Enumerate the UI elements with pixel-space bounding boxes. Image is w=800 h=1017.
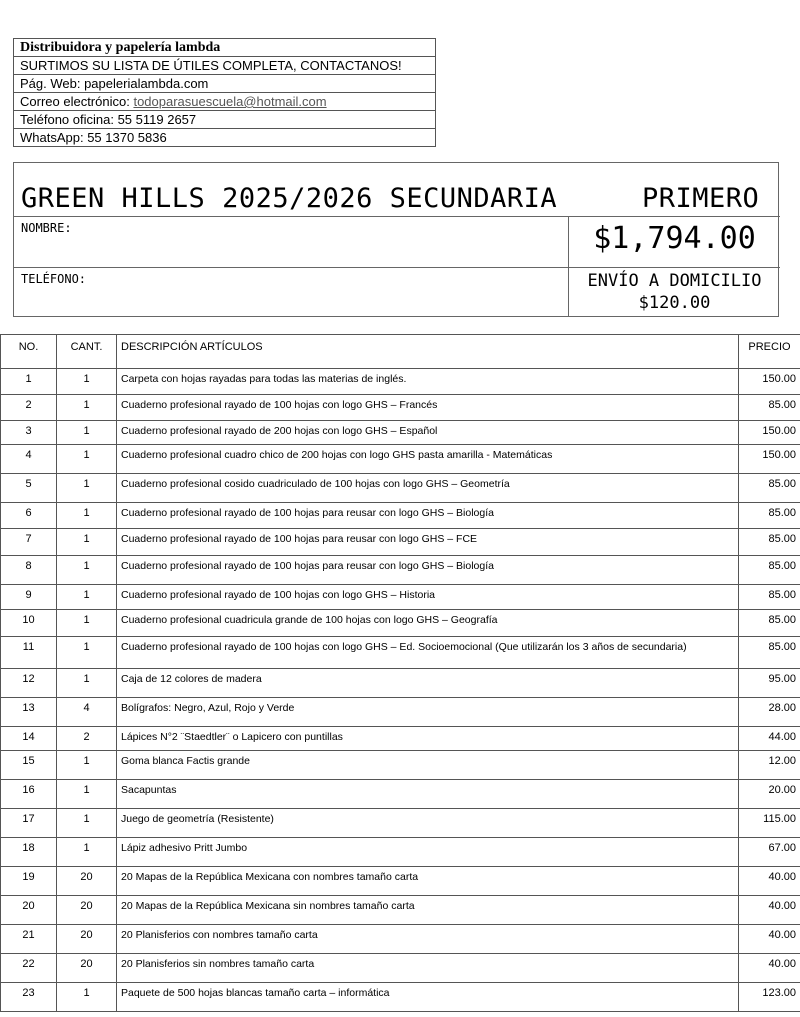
row-number: 8: [1, 556, 57, 585]
row-number: 23: [1, 983, 57, 1012]
items-table: [0, 334, 800, 1012]
store-whatsapp: 55 1370 5836: [87, 130, 167, 145]
row-description: Cuaderno profesional rayado de 100 hojas con logo GHS – Ed. Socioemocional (Que utilizarán los 3 años de secundaria): [117, 637, 739, 669]
row-quantity: 20: [57, 954, 117, 983]
title-row: [14, 163, 780, 217]
col-header-no: NO.: [1, 335, 57, 369]
store-email-label: Correo electrónico:: [20, 94, 134, 109]
table-row: [1, 780, 800, 809]
row-price: 85.00: [739, 529, 800, 556]
row-price: 85.00: [739, 474, 800, 503]
row-price: 115.00: [739, 809, 800, 838]
table-row: [1, 727, 800, 751]
row-number: 15: [1, 751, 57, 780]
row-description: Cuaderno profesional rayado de 200 hojas con logo GHS – Español: [117, 421, 739, 445]
row-number: 3: [1, 421, 57, 445]
shipping-price: $120.00: [638, 293, 711, 313]
row-description: Juego de geometría (Resistente): [117, 809, 739, 838]
shipping-box: [569, 268, 780, 317]
row-quantity: 1: [57, 780, 117, 809]
list-title: GREEN HILLS 2025/2026 SECUNDARIA: [21, 183, 558, 214]
col-header-qty: CANT.: [57, 335, 117, 369]
row-price: 95.00: [739, 669, 800, 698]
row-quantity: 1: [57, 809, 117, 838]
row-price: 85.00: [739, 610, 800, 637]
row-description: Paquete de 500 hojas blancas tamaño carta – informática: [117, 983, 739, 1012]
row-price: 20.00: [739, 780, 800, 809]
phone-field[interactable]: [14, 268, 569, 317]
row-number: 2: [1, 395, 57, 421]
store-email-row: [14, 93, 436, 111]
table-row: [1, 529, 800, 556]
row-number: 7: [1, 529, 57, 556]
store-slogan: SURTIMOS SU LISTA DE ÚTILES COMPLETA, CONTACTANOS!: [14, 57, 436, 75]
row-price: 85.00: [739, 585, 800, 610]
row-description: Cuaderno profesional cosido cuadriculado de 100 hojas con logo GHS – Geometría: [117, 474, 739, 503]
store-name: Distribuidora y papelería lambda: [14, 39, 436, 57]
store-web-label: Pág. Web:: [20, 76, 85, 91]
row-description: Cuaderno profesional rayado de 100 hojas con logo GHS – Historia: [117, 585, 739, 610]
row-description: Bolígrafos: Negro, Azul, Rojo y Verde: [117, 698, 739, 727]
row-description: 20 Mapas de la República Mexicana sin nombres tamaño carta: [117, 896, 739, 925]
table-row: [1, 983, 800, 1012]
row-quantity: 20: [57, 867, 117, 896]
row-number: 6: [1, 503, 57, 529]
row-price: 40.00: [739, 925, 800, 954]
table-row: [1, 445, 800, 474]
grade-title: PRIMERO: [642, 183, 760, 214]
row-number: 21: [1, 925, 57, 954]
row-description: Sacapuntas: [117, 780, 739, 809]
total-price: $1,794.00: [593, 221, 756, 256]
store-whatsapp-row: [14, 129, 436, 147]
row-price: 85.00: [739, 395, 800, 421]
table-row: [1, 925, 800, 954]
shipping-label: ENVÍO A DOMICILIO: [587, 271, 762, 291]
row-description: Cuaderno profesional rayado de 100 hojas para reusar con logo GHS – FCE: [117, 529, 739, 556]
table-row: [1, 474, 800, 503]
row-number: 4: [1, 445, 57, 474]
table-row: [1, 637, 800, 669]
row-number: 16: [1, 780, 57, 809]
name-label: NOMBRE:: [21, 221, 72, 235]
row-price: 40.00: [739, 867, 800, 896]
row-quantity: 1: [57, 637, 117, 669]
table-row: [1, 896, 800, 925]
row-number: 17: [1, 809, 57, 838]
table-row: [1, 421, 800, 445]
table-row: [1, 867, 800, 896]
row-quantity: 1: [57, 421, 117, 445]
store-whatsapp-label: WhatsApp:: [20, 130, 88, 145]
row-number: 10: [1, 610, 57, 637]
row-price: 40.00: [739, 954, 800, 983]
row-description: Lápiz adhesivo Pritt Jumbo: [117, 838, 739, 867]
row-quantity: 20: [57, 896, 117, 925]
row-quantity: 1: [57, 369, 117, 395]
table-row: [1, 369, 800, 395]
table-body: [1, 369, 800, 1012]
row-quantity: 1: [57, 838, 117, 867]
row-number: 5: [1, 474, 57, 503]
row-description: 20 Planisferios con nombres tamaño carta: [117, 925, 739, 954]
table-row: [1, 838, 800, 867]
store-web-row: [14, 75, 436, 93]
row-description: Cuaderno profesional cuadro chico de 200 hojas con logo GHS pasta amarilla - Matemáticas: [117, 445, 739, 474]
row-quantity: 1: [57, 395, 117, 421]
row-quantity: 1: [57, 445, 117, 474]
name-field[interactable]: [14, 217, 569, 268]
row-number: 19: [1, 867, 57, 896]
row-quantity: 1: [57, 474, 117, 503]
row-price: 123.00: [739, 983, 800, 1012]
row-price: 85.00: [739, 637, 800, 669]
row-number: 9: [1, 585, 57, 610]
row-description: Cuaderno profesional cuadricula grande de 100 hojas con logo GHS – Geografía: [117, 610, 739, 637]
phone-label: TELÉFONO:: [21, 272, 87, 286]
row-price: 150.00: [739, 369, 800, 395]
row-number: 1: [1, 369, 57, 395]
table-row: [1, 698, 800, 727]
store-phone-row: [14, 111, 436, 129]
row-description: Carpeta con hojas rayadas para todas las materias de inglés.: [117, 369, 739, 395]
row-price: 44.00: [739, 727, 800, 751]
row-quantity: 1: [57, 503, 117, 529]
row-description: 20 Mapas de la República Mexicana con nombres tamaño carta: [117, 867, 739, 896]
row-description: Cuaderno profesional rayado de 100 hojas para reusar con logo GHS – Biología: [117, 503, 739, 529]
row-price: 85.00: [739, 556, 800, 585]
table-row: [1, 395, 800, 421]
row-price: 150.00: [739, 421, 800, 445]
row-quantity: 1: [57, 610, 117, 637]
table-row: [1, 610, 800, 637]
store-phone-label: Teléfono oficina:: [20, 112, 118, 127]
row-number: 20: [1, 896, 57, 925]
row-description: Lápices N°2 ¨Staedtler¨ o Lapicero con puntillas: [117, 727, 739, 751]
row-price: 85.00: [739, 503, 800, 529]
table-row: [1, 585, 800, 610]
store-phone: 55 5119 2657: [117, 112, 197, 127]
row-quantity: 1: [57, 751, 117, 780]
row-quantity: 20: [57, 925, 117, 954]
row-price: 67.00: [739, 838, 800, 867]
table-row: [1, 556, 800, 585]
order-header: [13, 162, 779, 317]
row-description: Cuaderno profesional rayado de 100 hojas para reusar con logo GHS – Biología: [117, 556, 739, 585]
row-number: 13: [1, 698, 57, 727]
col-header-description: DESCRIPCIÓN ARTÍCULOS: [117, 335, 739, 369]
row-quantity: 1: [57, 529, 117, 556]
store-contact-box: [13, 38, 436, 147]
row-quantity: 1: [57, 669, 117, 698]
store-web: papelerialambda.com: [84, 76, 209, 91]
table-row: [1, 669, 800, 698]
row-number: 12: [1, 669, 57, 698]
store-email-link[interactable]: todoparasuescuela@hotmail.com: [133, 94, 327, 109]
row-description: Goma blanca Factis grande: [117, 751, 739, 780]
row-number: 14: [1, 727, 57, 751]
row-number: 18: [1, 838, 57, 867]
table-row: [1, 751, 800, 780]
col-header-price: PRECIO: [739, 335, 800, 369]
row-quantity: 1: [57, 585, 117, 610]
row-number: 22: [1, 954, 57, 983]
row-price: 28.00: [739, 698, 800, 727]
row-price: 12.00: [739, 751, 800, 780]
row-quantity: 1: [57, 983, 117, 1012]
row-description: Caja de 12 colores de madera: [117, 669, 739, 698]
row-price: 40.00: [739, 896, 800, 925]
row-quantity: 4: [57, 698, 117, 727]
row-number: 11: [1, 637, 57, 669]
total-price-box: [569, 217, 780, 268]
table-header-row: [1, 335, 800, 369]
table-row: [1, 954, 800, 983]
row-description: Cuaderno profesional rayado de 100 hojas con logo GHS – Francés: [117, 395, 739, 421]
row-quantity: 2: [57, 727, 117, 751]
row-quantity: 1: [57, 556, 117, 585]
table-row: [1, 809, 800, 838]
row-price: 150.00: [739, 445, 800, 474]
table-row: [1, 503, 800, 529]
row-description: 20 Planisferios sin nombres tamaño carta: [117, 954, 739, 983]
